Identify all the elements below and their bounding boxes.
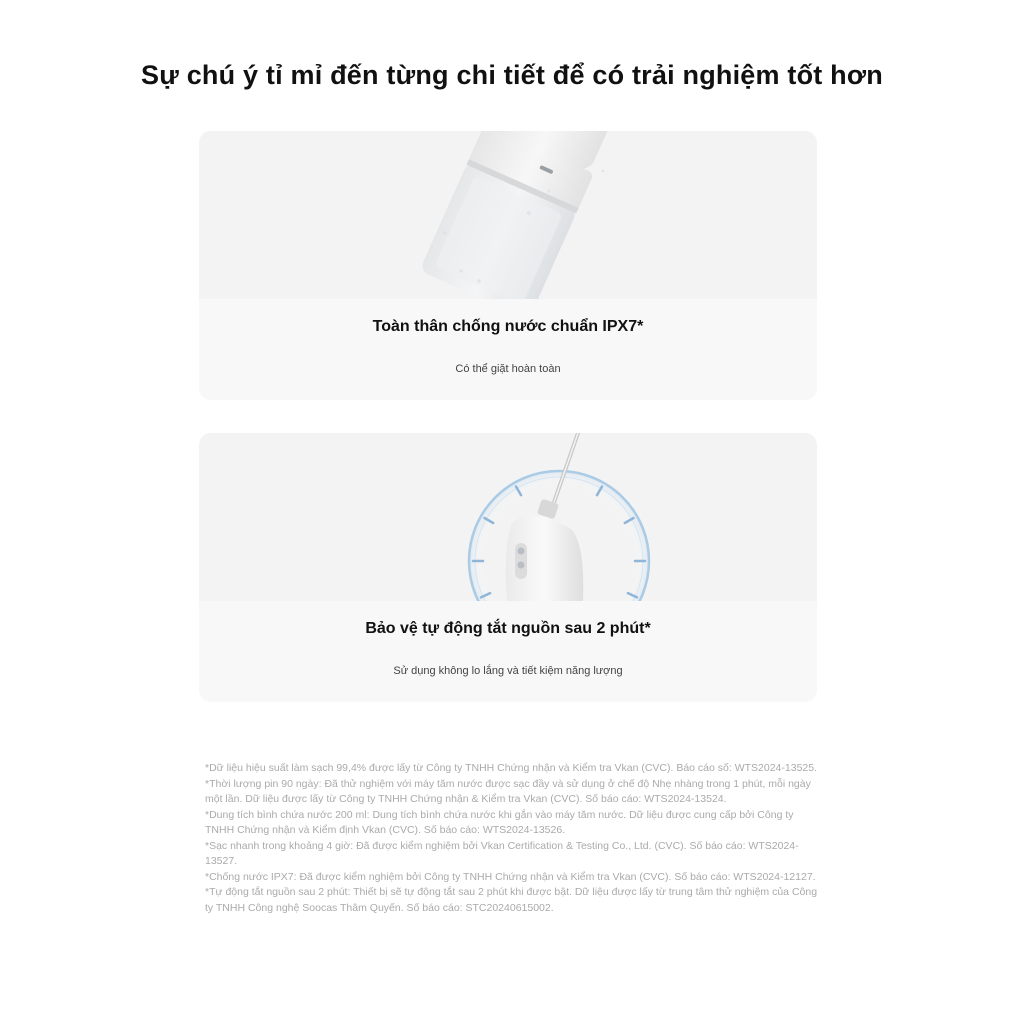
card-subtitle: Có thể giặt hoàn toàn [455, 363, 561, 375]
feature-card-waterproof [199, 131, 817, 400]
footnote: *Tự động tắt nguồn sau 2 phút: Thiết bị sẽ tự động tắt sau 2 phút khi được bật. Dữ liệu được lấy từ trung tâm thử nghiệm của Công ty TNHH Công nghệ Soocas Thâm Quyến. Số báo cáo: STC20240615002. [205, 886, 818, 914]
card-subtitle: Sử dụng không lo lắng và tiết kiệm năng lượng [393, 665, 623, 677]
feature-card-auto-off [199, 433, 817, 702]
footnote: *Dung tích bình chứa nước 200 ml: Dung tích bình chứa nước khi gắn vào máy tăm nước. Dữ liệu được cung cấp bởi Công ty TNHH Chứng nhận và Kiểm định Vkan (CVC). Số báo cáo: WTS2024-13526. [205, 808, 794, 836]
card-heading: Toàn thân chống nước chuẩn IPX7* [372, 318, 644, 335]
page-title: Sự chú ý tỉ mỉ đến từng chi tiết để có trải nghiệm tốt hơn [141, 60, 883, 90]
footnote: *Sạc nhanh trong khoảng 4 giờ: Đã được kiểm nghiệm bởi Vkan Certification & Testing Co., Ltd. (CVC). Số báo cáo: WTS2024-13527. [205, 839, 799, 867]
footnote: *Dữ liệu hiệu suất làm sạch 99,4% được lấy từ Công ty TNHH Chứng nhận và Kiểm tra Vkan (CVC). Báo cáo số: WTS2024-13525. [205, 762, 818, 774]
footnote: *Thời lượng pin 90 ngày: Đã thử nghiệm với máy tăm nước được sạc đầy và sử dụng ở chế độ Nhẹ nhàng trong 1 phút, mỗi ngày một lần. Dữ liệu được lấy từ Công ty TNHH Chứng nhận & Kiểm tra Vkan (CVC). Số báo cáo: WTS2024-13524. [205, 777, 811, 805]
footnotes [205, 761, 820, 916]
footnote: *Chống nước IPX7: Đã được kiểm nghiệm bởi Công ty TNHH Chứng nhận và Kiểm tra Vkan (CVC). Số báo cáo: WTS2024-12127. [205, 870, 816, 883]
water-tank-splash-image [199, 131, 817, 299]
card-heading: Bảo vệ tự động tắt nguồn sau 2 phút* [365, 620, 651, 637]
water-flosser-timer-image [199, 433, 817, 601]
